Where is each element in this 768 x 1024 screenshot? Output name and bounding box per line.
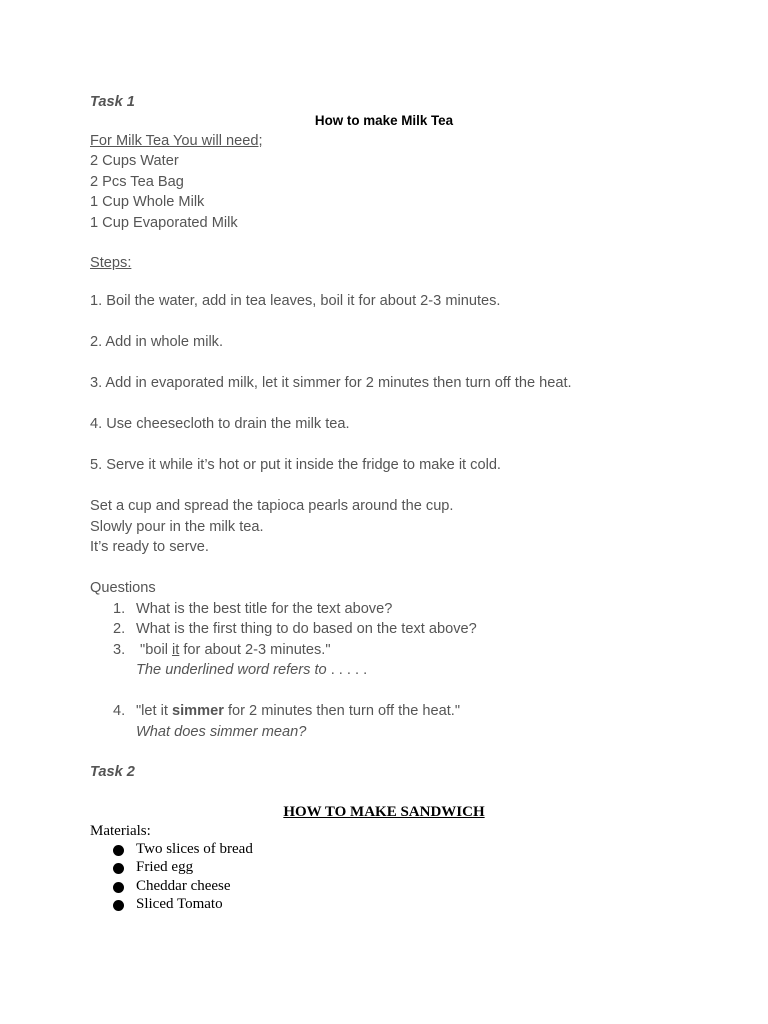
question-subtext xyxy=(136,660,367,681)
question-quote-end: for about 2-3 minutes." xyxy=(179,642,331,658)
question-number: 4. xyxy=(113,703,126,719)
question-number: 1. xyxy=(113,601,126,617)
task2-label: Task 2 xyxy=(90,764,135,780)
question-text: What is the first thing to do based on the text above? xyxy=(136,621,477,637)
serving-line: Set a cup and spread the tapioca pearls around the cup. xyxy=(90,498,454,514)
ingredient-item: 1 Cup Evaporated Milk xyxy=(90,215,238,231)
question-prompt: The underlined word refers to xyxy=(136,662,327,678)
serving-line: Slowly pour in the milk tea. xyxy=(90,519,264,535)
ingredient-item: 2 Cups Water xyxy=(90,153,179,169)
step-item: 2. Add in whole milk. xyxy=(90,334,224,350)
question-prompt: What does simmer mean? xyxy=(136,724,307,740)
bold-word: simmer xyxy=(172,703,224,719)
steps-heading: Steps: xyxy=(90,255,132,271)
ingredients-heading: For Milk Tea You will need; xyxy=(90,133,263,149)
bullet-icon xyxy=(113,900,124,911)
question-text: What is the best title for the text above? xyxy=(136,601,393,617)
material-item: Two slices of bread xyxy=(136,841,253,857)
question-quote-start: "let it xyxy=(136,703,172,719)
step-item: 4. Use cheesecloth to drain the milk tea. xyxy=(90,416,350,432)
ingredient-item: 1 Cup Whole Milk xyxy=(90,194,205,210)
serving-line: It’s ready to serve. xyxy=(90,539,209,555)
task2-title: HOW TO MAKE SANDWICH xyxy=(283,804,485,820)
question-number: 3. xyxy=(113,642,126,658)
question-quote-end: for 2 minutes then turn off the heat." xyxy=(223,703,461,719)
question-text xyxy=(136,640,331,661)
step-item: 1. Boil the water, add in tea leaves, boil it for about 2-3 minutes. xyxy=(90,293,501,309)
bullet-icon xyxy=(113,863,124,874)
step-item: 3. Add in evaporated milk, let it simmer for 2 minutes then turn off the heat. xyxy=(90,375,572,391)
questions-heading: Questions xyxy=(90,580,156,596)
underlined-word: it xyxy=(172,642,180,658)
material-item: Cheddar cheese xyxy=(136,878,231,894)
question-text xyxy=(136,701,460,722)
task1-title: How to make Milk Tea xyxy=(314,113,454,128)
question-number: 2. xyxy=(113,621,126,637)
task1-label: Task 1 xyxy=(90,94,135,110)
materials-heading: Materials: xyxy=(90,823,151,839)
answer-dots: . . . . . xyxy=(326,662,368,678)
step-item: 5. Serve it while it’s hot or put it inside the fridge to make it cold. xyxy=(90,457,501,473)
ingredient-item: 2 Pcs Tea Bag xyxy=(90,174,184,190)
material-item: Fried egg xyxy=(136,859,194,875)
bullet-icon xyxy=(113,845,124,856)
bullet-icon xyxy=(113,882,124,893)
material-item: Sliced Tomato xyxy=(136,896,223,912)
question-quote-start: "boil xyxy=(136,642,173,658)
